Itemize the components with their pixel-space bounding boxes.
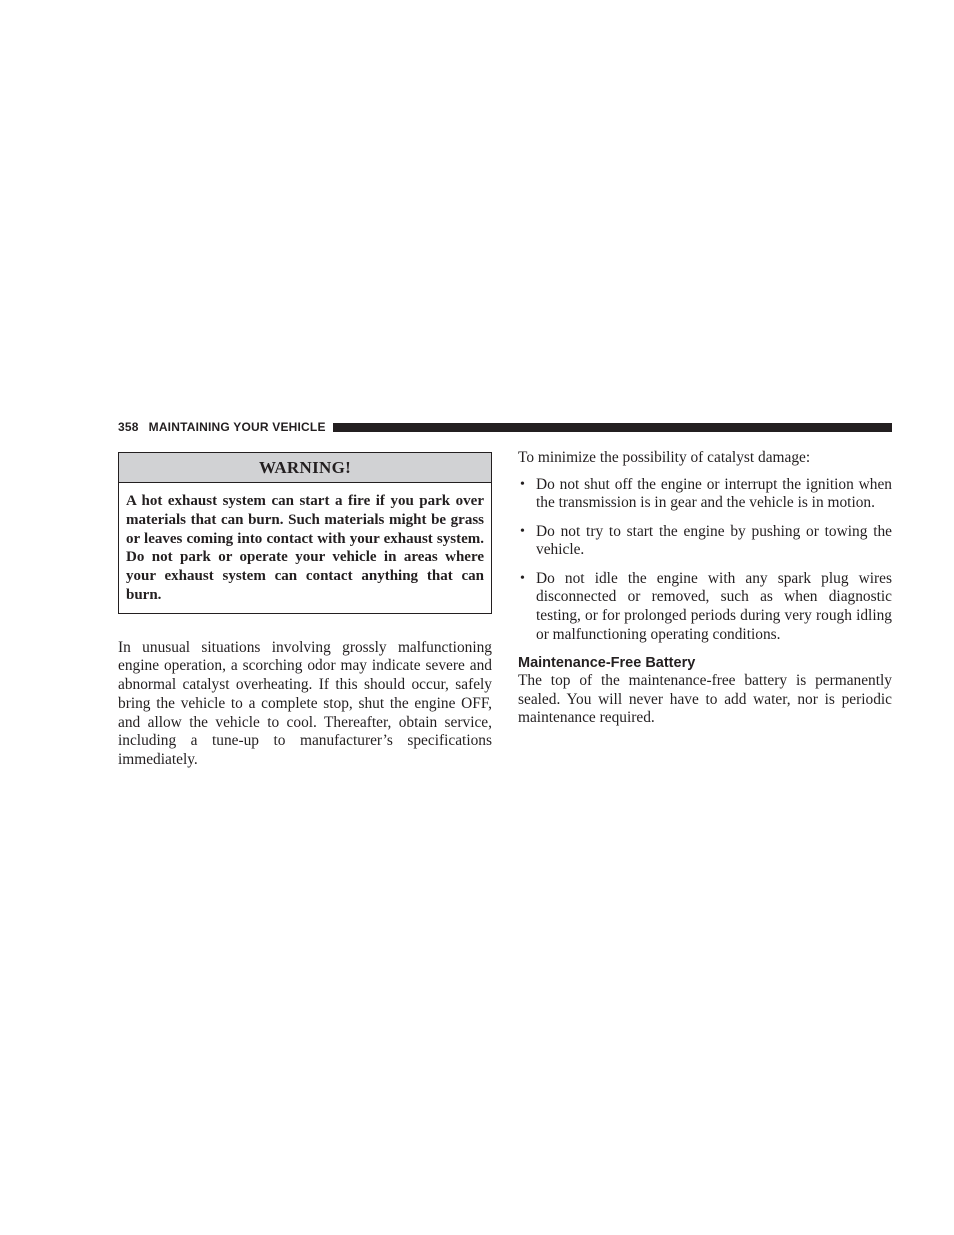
battery-subheading: Maintenance-Free Battery [518, 654, 696, 671]
bullet-icon: • [520, 476, 525, 492]
warning-box [118, 452, 492, 614]
catalyst-bullet-list [518, 476, 892, 645]
list-item [518, 570, 892, 645]
list-item [518, 523, 892, 560]
left-column [118, 452, 492, 770]
bullet-text: Do not idle the engine with any spark plug wires disconnected or removed, such as when diagnostic testing, or for prolonged periods during very rough idling or malfunctioning operating conditions. [536, 569, 892, 643]
battery-paragraph: The top of the maintenance-free battery is permanently sealed. You will never have to add water, nor is periodic maintenance required. [518, 671, 892, 727]
bullet-text: Do not try to start the engine by pushing or towing the vehicle. [536, 522, 892, 559]
list-item [518, 476, 892, 513]
catalyst-overheating-paragraph: In unusual situations involving grossly malfunctioning engine operation, a scorching odor may indicate severe and abnormal catalyst overheating. If this should occur, safely bring the vehicle to a complete stop, shut the engine OFF, and allow the vehicle to cool. Thereafter, obtain service, including a tune-up to manufacturer’s specifications immediately. [118, 638, 492, 768]
page-header [118, 419, 892, 435]
header-rule [333, 423, 892, 432]
page-number: 358 [118, 420, 139, 434]
bullet-icon: • [520, 523, 525, 539]
bullet-text: Do not shut off the engine or interrupt the ignition when the transmission is in gear and the vehicle is in motion. [536, 475, 892, 512]
section-title: MAINTAINING YOUR VEHICLE [148, 420, 326, 434]
bullet-icon: • [520, 570, 525, 586]
catalyst-intro: To minimize the possibility of catalyst damage: [518, 449, 811, 466]
right-column [518, 449, 892, 728]
warning-body: A hot exhaust system can start a fire if you park over materials that can burn. Such materials might be grass or leaves coming into contact with your exhaust system. Do not park or operate your vehicle in areas where your exhaust system can contact anything that can burn. [126, 493, 484, 603]
warning-title: WARNING! [119, 453, 491, 483]
